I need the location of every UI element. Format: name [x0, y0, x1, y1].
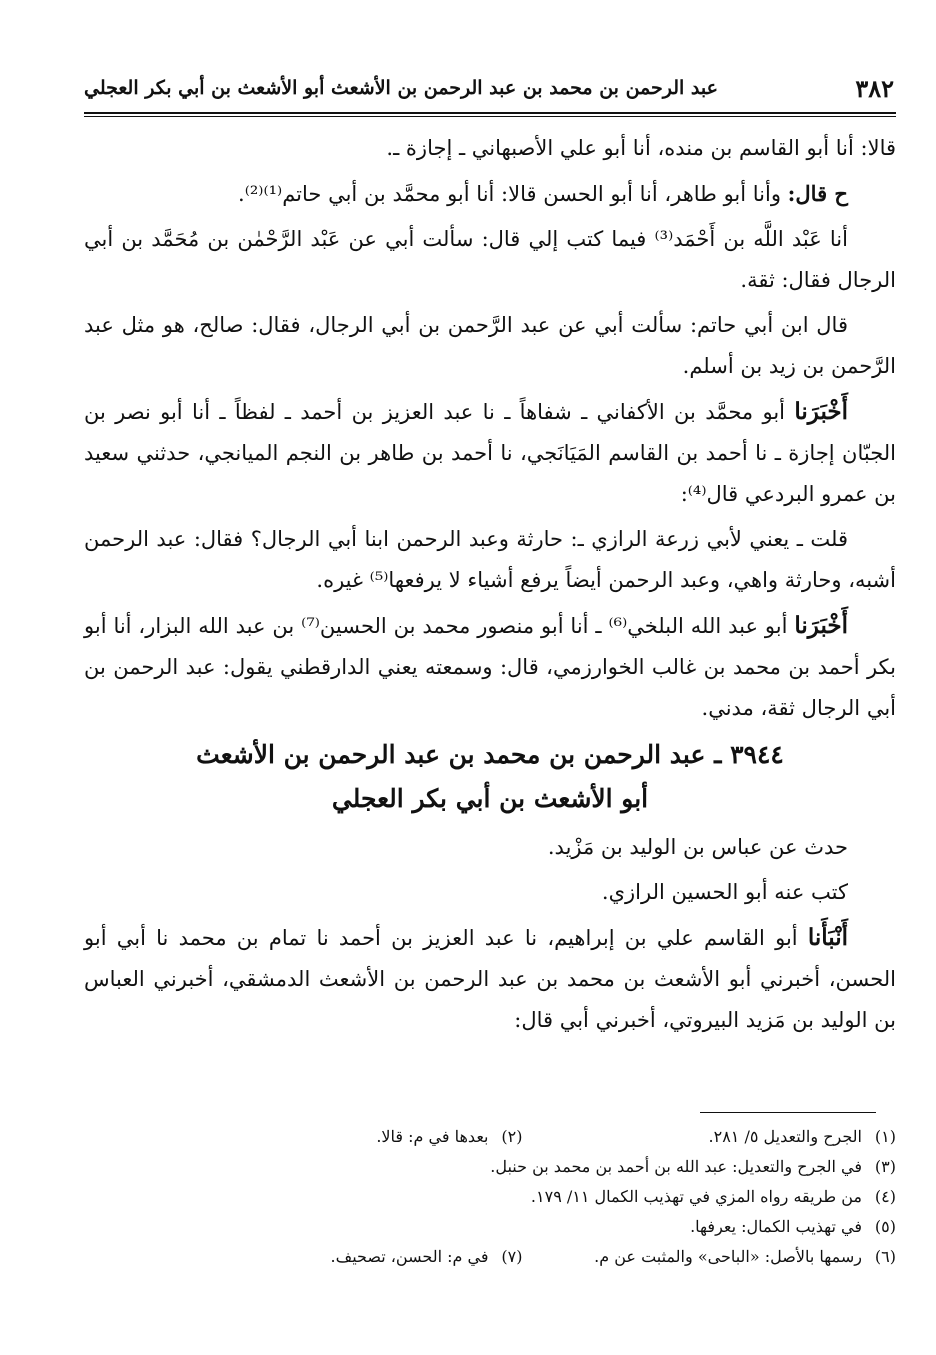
paragraph: أَخْبَرَنا أبو عبد الله البلخي⁽⁶⁾ ـ أنا أبو منصور محمد بن الحسين⁽⁷⁾ بن عبد الله البزار، أنا أبو بكر أحمد بن محمد بن غالب الخوارزمي، قال: وسمعته يعني الدارقطني يقول: عبد الرحمن بن أبي الرجال ثقة، مدني.	[84, 612, 896, 720]
page-header	[84, 66, 894, 110]
header-rule	[84, 112, 896, 117]
entry-heading-line-1: ٣٩٤٤ ـ عبد الرحمن بن محمد بن عبد الرحمن بن الأشعث	[196, 740, 784, 769]
footnote-row	[84, 1242, 896, 1272]
paragraph: كتب عنه أبو الحسين الرازي.	[601, 880, 848, 904]
footnote-row	[84, 1182, 896, 1212]
paragraph: أَخْبَرَنا أبو محمَّد بن الأكفاني ـ شفاهاً ـ نا عبد العزيز بن أحمد ـ لفظاً ـ أنا أبو نصر بن الجبّان إجازة ـ نا أحمد بن القاسم المَيَانَجي، نا أحمد بن طاهر بن النجم الميانجي، حدثني سعيد بن عمرو البردعي قال⁽⁴⁾:	[84, 398, 896, 506]
narration-keyword: ح قال:	[787, 181, 848, 206]
footnote-row	[84, 1212, 896, 1242]
narration-keyword: أَخْبَرَنا	[794, 398, 848, 425]
page-number: ٣٨٢	[855, 73, 894, 103]
footnote: (١)الجرح والتعديل ٥/ ٢٨١.	[708, 1127, 896, 1146]
narration-keyword: أَخْبَرَنا	[794, 612, 848, 639]
paragraph: أَنْبَأَنا أبو القاسم علي بن إبراهيم، نا عبد العزيز بن أحمد نا تمام بن محمد نا أبي أبو الحسن، أخبرني أبو الأشعث بن محمد بن عبد الرحمن بن الأشعث الدمشقي، أخبرني العباس بن الوليد بن مَزيد البيروتي، أخبرني أبي قال:	[84, 924, 896, 1032]
paragraph: قلت ـ يعني لأبي زرعة الرازي ـ: حارثة وعبد الرحمن ابنا أبي الرجال؟ فقال: عبد الرحمن أشبه، وحارثة واهي، وعبد الرحمن أيضاً يرفع أشياء لا يرفعها⁽⁵⁾ غيره.	[84, 527, 896, 592]
footnote: (٢)بعدها في م: قالا.	[376, 1127, 523, 1146]
paragraph: حدث عن عباس بن الوليد بن مَزْيد.	[547, 835, 848, 859]
narration-keyword: أَنْبَأَنا	[807, 924, 848, 951]
footnote: (٧)في م: الحسن، تصحيف.	[330, 1247, 523, 1266]
footnote: (٥)في تهذيب الكمال: يعرفها.	[690, 1217, 896, 1236]
paragraph: قال ابن أبي حاتم: سألت أبي عن عبد الرَّحمن بن أبي الرجال، فقال: صالح، هو مثل عبد الرَّحمن بن زيد بن أسلم.	[84, 313, 896, 378]
footnote: (٤)من طريقه رواه المزي في تهذيب الكمال ١١/ ١٧٩.	[530, 1187, 896, 1206]
footnote: (٦)رسمها بالأصل: «الباحى» والمثبت عن م.	[594, 1247, 896, 1266]
entry-heading-line-2: أبو الأشعث بن أبي بكر العجلي	[331, 784, 649, 813]
running-title: عبد الرحمن بن محمد بن عبد الرحمن بن الأشعث أبو الأشعث بن أبي بكر العجلي	[84, 77, 718, 99]
entry-heading	[84, 733, 896, 821]
main-text	[84, 128, 896, 1045]
paragraph: أنا عَبْد اللَّه بن أَحْمَد⁽³⁾ فيما كتب إلي قال: سألت أبي عن عَبْد الرَّحْمٰن بن مُحَمَّد بن أبي الرجال فقال: ثقة.	[84, 227, 896, 292]
footnote: (٣)في الجرح والتعديل: عبد الله بن أحمد بن محمد بن حنبل.	[490, 1157, 896, 1176]
footnote-row	[84, 1122, 896, 1152]
footnote-rule	[700, 1112, 876, 1113]
footnotes	[84, 1122, 896, 1272]
paragraph: ح قال: وأنا أبو طاهر، أنا أبو الحسن قالا: أنا أبو محمَّد بن أبي حاتم⁽¹⁾⁽²⁾.	[238, 181, 848, 206]
paragraph: قالا: أنا أبو القاسم بن منده، أنا أبو علي الأصبهاني ـ إجازة ـ.	[386, 136, 896, 160]
footnote-row	[84, 1152, 896, 1182]
